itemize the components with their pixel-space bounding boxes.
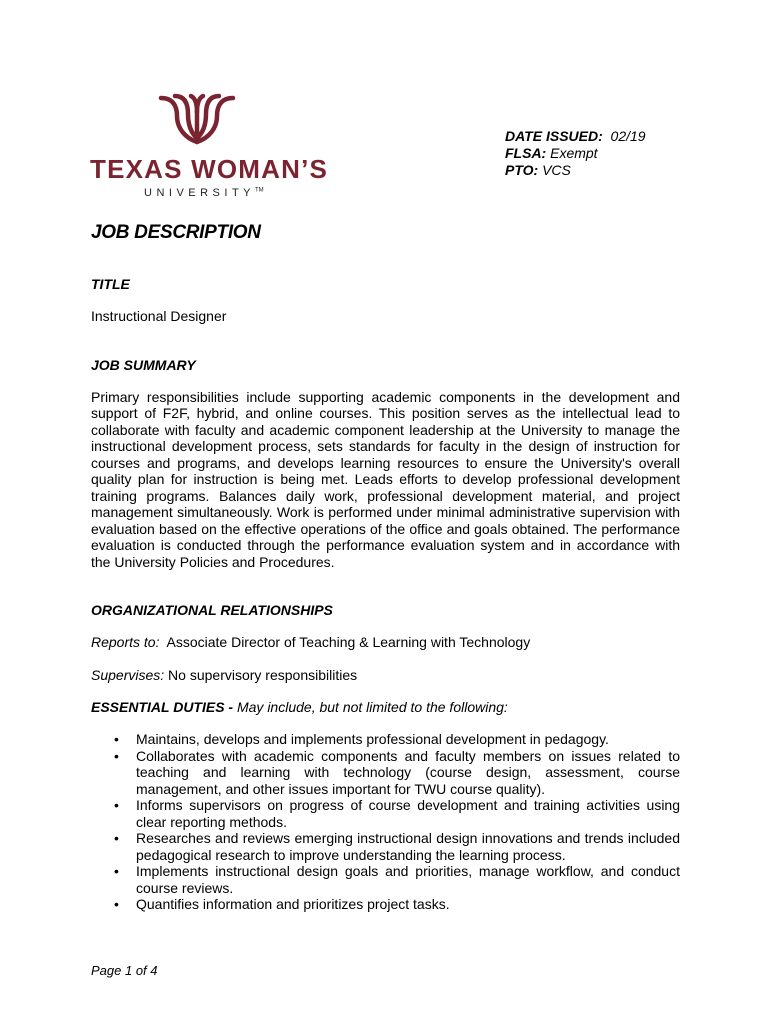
duties-heading: ESSENTIAL DUTIES - May include, but not limited to the following: xyxy=(91,699,508,715)
reports-to: Reports to: Associate Director of Teaching & Learning with Technology xyxy=(91,634,531,650)
date-issued: DATE ISSUED: 02/19 xyxy=(505,128,646,144)
list-item: • Implements instructional design goals and priorities, manage workflow, and conduct course reviews. xyxy=(114,863,680,896)
list-item: • Informs supervisors on progress of course development and training activities using clear reporting methods. xyxy=(114,797,680,830)
document-body xyxy=(91,222,680,913)
list-item: • Researches and reviews emerging instructional design innovations and trends included pedagogical research to improve understanding the learning process. xyxy=(114,830,680,863)
title-heading: TITLE xyxy=(91,276,130,292)
document-meta xyxy=(505,128,646,179)
duties-list xyxy=(91,731,680,913)
pto-status: PTO: VCS xyxy=(505,162,571,178)
summary-heading: JOB SUMMARY xyxy=(91,356,196,373)
logo-subtitle: UNIVERSITY™ xyxy=(144,187,264,199)
list-item: • Collaborates with academic components and faculty members on issues related to teaching and learning with technology (course design, assessment, course management, and other issues important for TWU course quality). xyxy=(114,747,680,797)
university-logo xyxy=(90,92,329,202)
logo-wordmark: TEXAS WOMAN’S xyxy=(90,154,329,184)
job-title: Instructional Designer xyxy=(91,308,227,324)
duties-note: May include, but not limited to the following: xyxy=(236,699,508,715)
org-heading: ORGANIZATIONAL RELATIONSHIPS xyxy=(91,602,333,618)
bullet-icon: • xyxy=(114,896,119,912)
job-summary-text: Primary responsibilities include supporting academic components in the development and support of F2F, hybrid, and online courses. This position serves as the intellectual lead to collaborate with faculty and academic component leadership at the University to manage the instructional development process, sets standards for faculty in the design of instruction for courses and programs, and develops learning resources to ensure the University's overall quality plan for instruction is being met. Leads efforts to develop professional development training programs. Balances daily work, professional development material, and project management simultaneously. Work is performed under minimal administrative supervision with evaluation based on the effective operations of the office and goals obtained. The performance evaluation is conducted through the performance evaluation system and in accordance with the University Policies and Procedures. xyxy=(91,388,680,570)
flsa-status: FLSA: Exempt xyxy=(505,145,598,161)
document-title: JOB DESCRIPTION xyxy=(91,222,261,243)
bullet-icon: • xyxy=(114,797,119,813)
bullet-icon: • xyxy=(114,863,119,879)
list-item: • Quantifies information and prioritizes project tasks. xyxy=(114,896,450,912)
twu-crest-icon xyxy=(155,92,239,148)
trademark-mark: TM xyxy=(255,187,264,194)
bullet-icon: • xyxy=(114,747,119,764)
page-number: Page 1 of 4 xyxy=(91,963,158,978)
bullet-icon: • xyxy=(114,731,119,747)
list-item: • Maintains, develops and implements professional development in pedagogy. xyxy=(114,731,609,747)
bullet-icon: • xyxy=(114,830,119,846)
supervises: Supervises: No supervisory responsibilities xyxy=(91,666,358,683)
